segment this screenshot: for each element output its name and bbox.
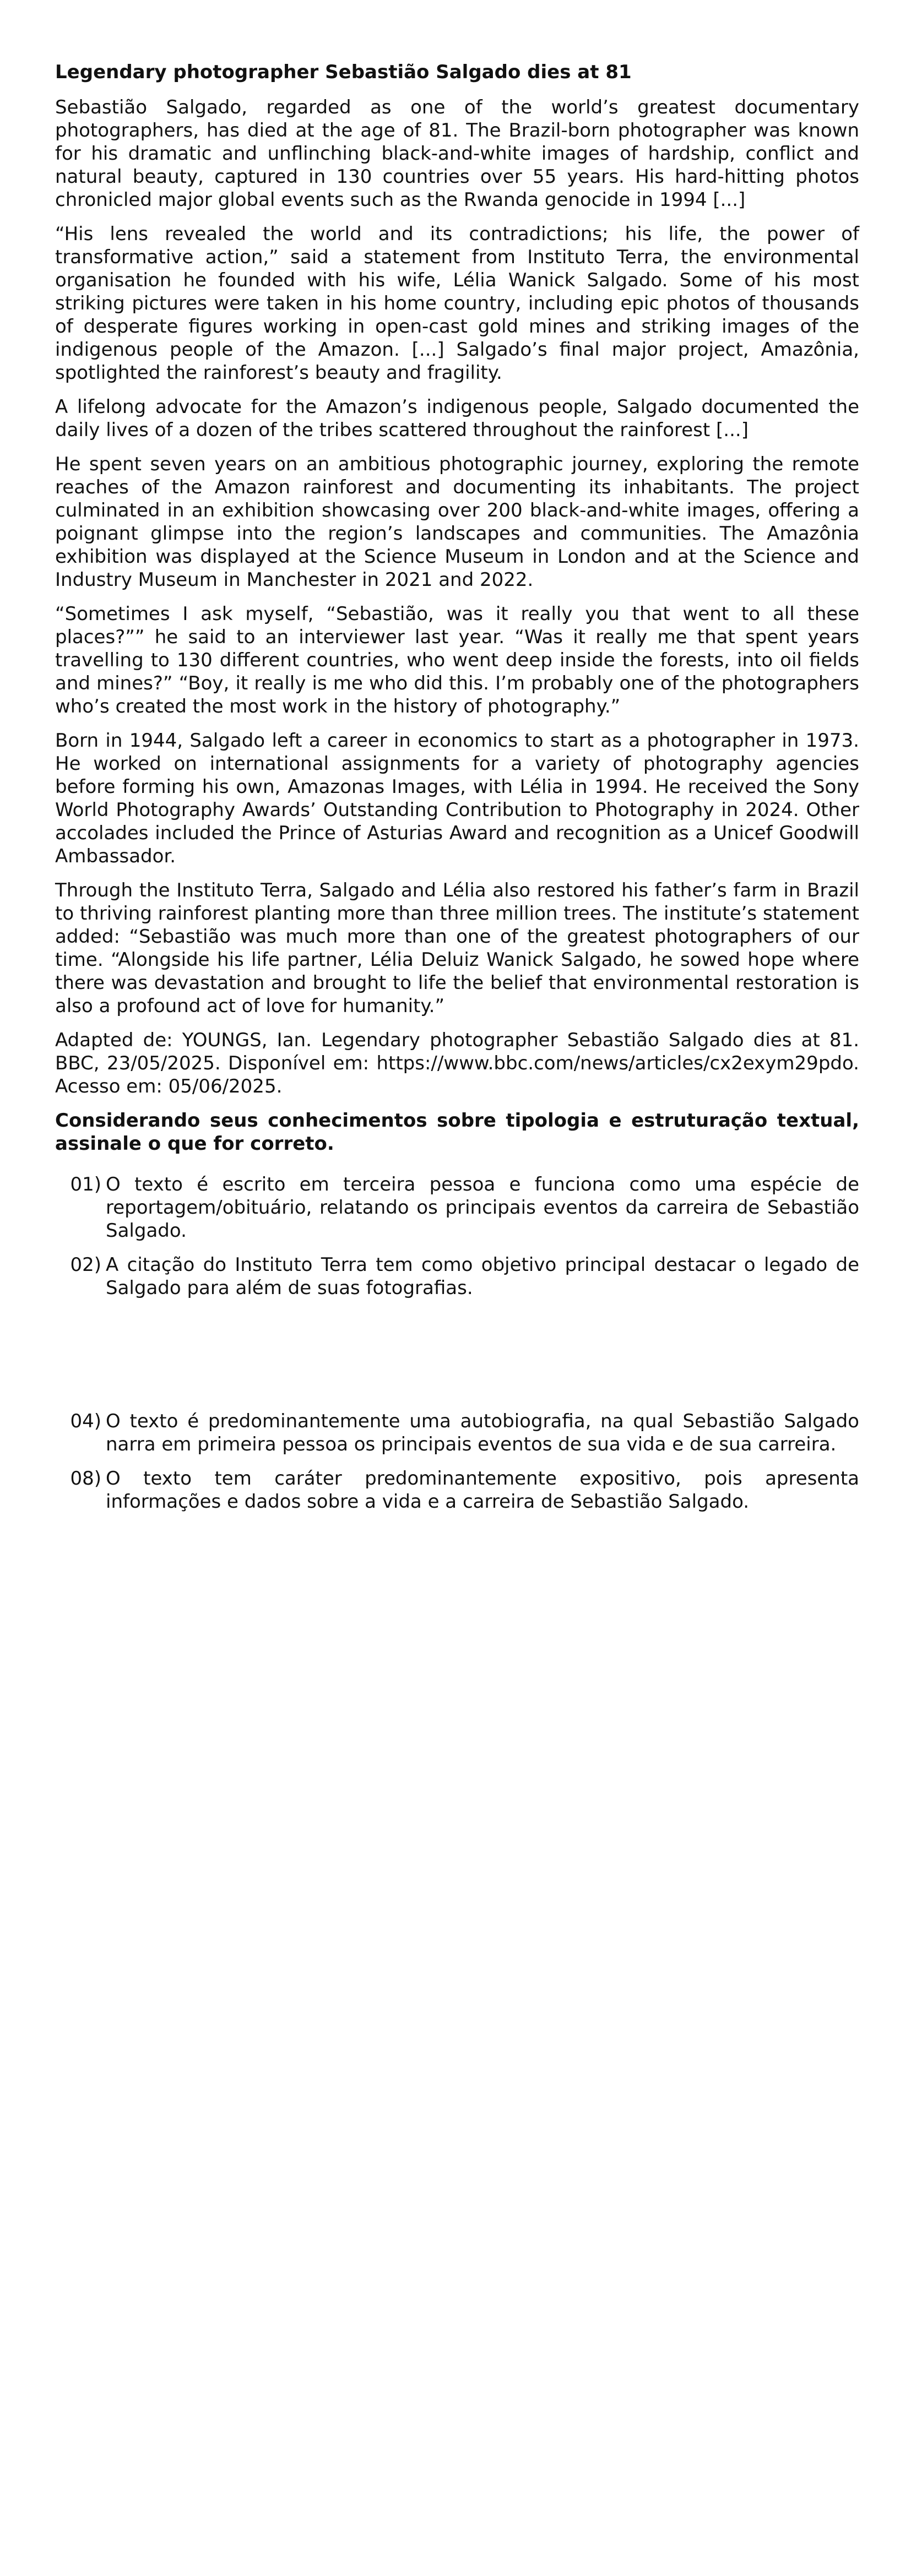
article-paragraph-6: Born in 1944, Salgado left a career in economics to start as a photographer in 1973. He worked on international assignments for a variety of photography agencies before forming his own, Amazonas Images, with Lélia in 1994. He received the Sony World Photography Awards’ Outstanding Contribution to Photography in 2024. Other accolades included the Prince of Asturias Award and recognition as a Unicef Goodwill Ambassador. (55, 730, 859, 867)
option-text: O texto é predominantemente uma autobiografia, na qual Sebastião Salgado narra em primeira pessoa os principais eventos de sua vida e de sua carreira. (106, 1410, 859, 1455)
answer-options (55, 1173, 859, 1513)
article-paragraph-5: “Sometimes I ask myself, “Sebastião, was it really you that went to all these places?”” he said to an interviewer last year. “Was it really me that spent years travelling to 130 different countries, who went deep inside the forests, into oil fields and mines?” “Boy, it really is me who did this. I’m probably one of the photographers who’s created the most work in the history of photography.” (55, 603, 859, 718)
option-text: A citação do Instituto Terra tem como objetivo principal destacar o legado de Salgado para além de suas fotografias. (106, 1254, 859, 1299)
article-paragraph-2: “His lens revealed the world and its contradictions; his life, the power of transformative action,” said a statement from Instituto Terra, the environmental organisation he founded with his wife, Lélia Wanick Salgado. Some of his most striking pictures were taken in his home country, including epic photos of thousands of desperate figures working in open-cast gold mines and striking images of the indigenous people of the Amazon. [...] Salgado’s final major project, Amazônia, spotlighted the rainforest’s beauty and fragility. (55, 223, 859, 384)
question-prompt: Considerando seus conhecimentos sobre tipologia e estruturação textual, assinale o que for correto. (55, 1110, 859, 1155)
option-01 (55, 1173, 859, 1242)
option-number: 04) (70, 1410, 101, 1432)
option-02 (55, 1253, 859, 1300)
article-paragraph-4: He spent seven years on an ambitious photographic journey, exploring the remote reaches of the Amazon rainforest and documenting its inhabitants. The project culminated in an exhibition showcasing over 200 black-and-white images, offering a poignant glimpse into the region’s landscapes and communities. The Amazônia exhibition was displayed at the Science Museum in London and at the Science and Industry Museum in Manchester in 2021 and 2022. (55, 453, 859, 591)
option-number: 01) (70, 1173, 101, 1195)
article-paragraph-3: A lifelong advocate for the Amazon’s indigenous people, Salgado documented the daily lives of a dozen of the tribes scattered throughout the rainforest [...] (55, 396, 859, 441)
article-paragraph-7: Through the Instituto Terra, Salgado and Lélia also restored his father’s farm in Brazil to thriving rainforest planting more than three million trees. The institute’s statement added: “Sebastião was much more than one of the greatest photographers of our time. “Alongside his life partner, Lélia Deluiz Wanick Salgado, he sowed hope where there was devastation and brought to life the belief that environmental restoration is also a profound act of love for humanity.” (55, 879, 859, 1017)
option-04 (55, 1410, 859, 1456)
option-number: 02) (70, 1254, 101, 1276)
article-title: Legendary photographer Sebastião Salgado dies at 81 (55, 61, 632, 83)
article-source-citation: Adapted de: YOUNGS, Ian. Legendary photographer Sebastião Salgado dies at 81. BBC, 23/05/2025. Disponível em: https://www.bbc.com/news/articles/cx2exym29pdo. Acesso em: 05/06/2025. (55, 1029, 859, 1097)
option-number: 08) (70, 1468, 101, 1490)
option-text: O texto é escrito em terceira pessoa e funciona como uma espécie de reportagem/obituário, relatando os principais eventos da carreira de Sebastião Salgado. (106, 1173, 859, 1242)
article-paragraph-1: Sebastião Salgado, regarded as one of the world’s greatest documentary photographers, has died at the age of 81. The Brazil-born photographer was known for his dramatic and unflinching black-and-white images of hardship, conflict and natural beauty, captured in 130 countries over 55 years. His hard-hitting photos chronicled major global events such as the Rwanda genocide in 1994 [...] (55, 96, 859, 211)
option-text: O texto tem caráter predominantemente expositivo, pois apresenta informações e dados sobre a vida e a carreira de Sebastião Salgado. (106, 1468, 859, 1513)
document-page (55, 61, 859, 1524)
option-08 (55, 1467, 859, 1513)
